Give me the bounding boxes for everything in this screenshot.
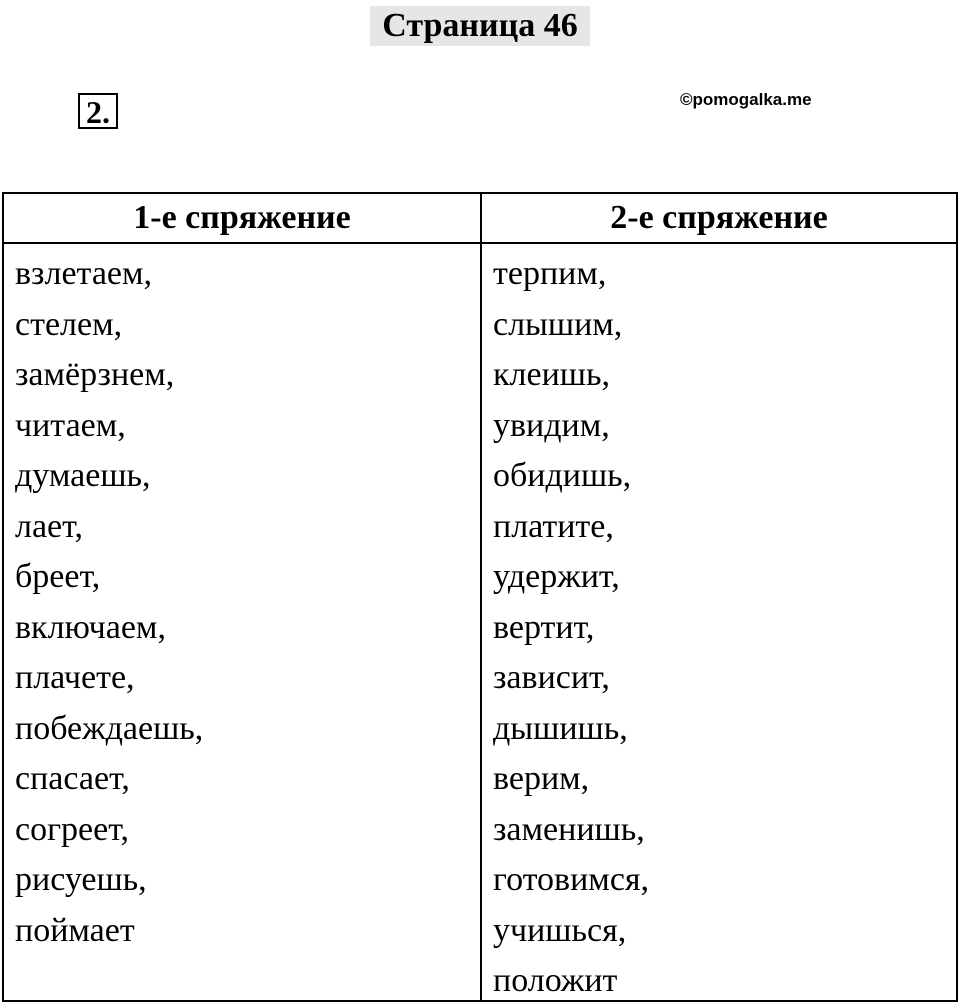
page-title: Страница 46	[370, 6, 590, 46]
second-conjugation-header: 2-е спряжение	[482, 194, 956, 244]
word-item: согреет,	[15, 810, 130, 848]
word-item: поймает	[15, 911, 135, 949]
word-item: удержит,	[493, 558, 620, 595]
word-item: обидишь,	[493, 457, 632, 494]
word-item: заменишь,	[493, 810, 645, 848]
second-conjugation-column	[482, 194, 956, 1000]
word-item: учишься,	[493, 911, 627, 949]
word-item: бреет,	[15, 558, 101, 595]
word-item: дышишь,	[493, 709, 628, 747]
first-conjugation-column	[4, 194, 482, 1000]
word-item: зависит,	[493, 659, 610, 696]
word-item: верим,	[493, 760, 590, 797]
word-item: побеждаешь,	[15, 709, 204, 747]
first-conjugation-word-list	[4, 244, 480, 956]
word-item: вертит,	[493, 608, 595, 646]
word-item: клеишь,	[493, 356, 610, 393]
word-item: слышим,	[493, 305, 623, 343]
word-item: увидим,	[493, 406, 610, 444]
word-item: спасает,	[15, 760, 130, 797]
word-item: плачете,	[15, 659, 135, 696]
conjugation-table	[2, 192, 958, 1002]
task-number-badge: 2.	[78, 93, 118, 129]
word-item: стелем,	[15, 305, 123, 343]
watermark-text: ©pomogalka.me	[680, 90, 812, 109]
first-conjugation-header: 1-е спряжение	[4, 194, 480, 244]
word-item: лает,	[15, 507, 83, 545]
word-item: замёрзнем,	[15, 356, 175, 393]
word-item: готовимся,	[493, 861, 650, 898]
second-conjugation-word-list	[482, 244, 956, 1007]
word-item: включаем,	[15, 608, 166, 646]
word-item: думаешь,	[15, 457, 151, 494]
word-item: читаем,	[15, 406, 126, 444]
word-item: терпим,	[493, 255, 607, 292]
word-item: платите,	[493, 507, 614, 545]
word-item: взлетаем,	[15, 255, 153, 292]
word-item: рисуешь,	[15, 861, 147, 898]
word-item: положит	[493, 962, 618, 999]
